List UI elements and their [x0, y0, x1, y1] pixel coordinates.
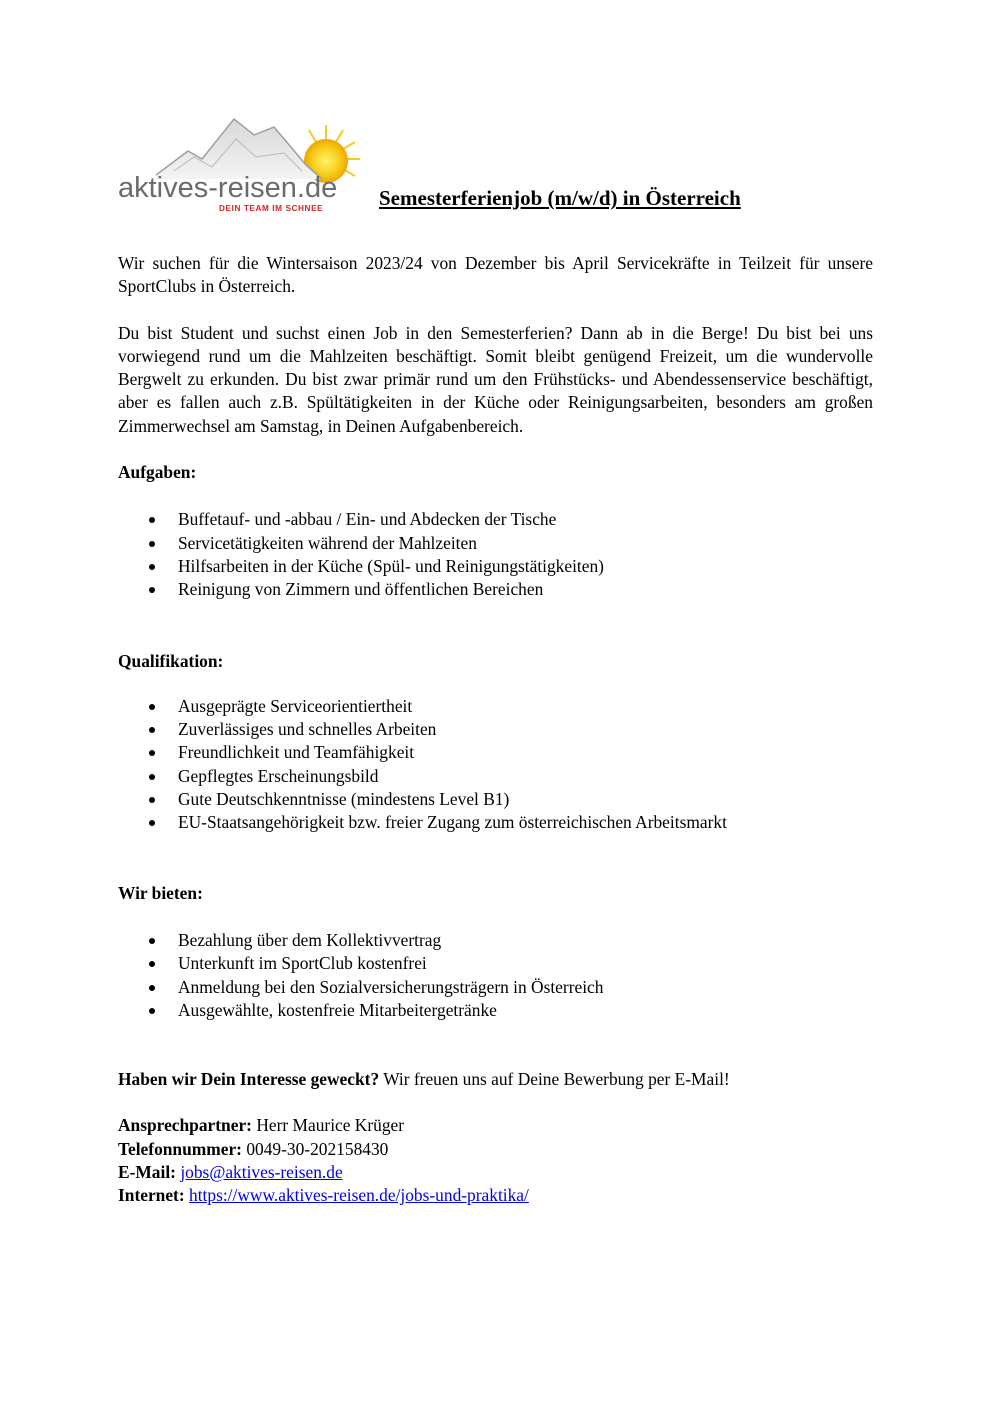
call-to-action [118, 1068, 873, 1091]
qualification-list [118, 695, 873, 835]
main-content [118, 252, 873, 1208]
list-item: Ausgewählte, kostenfreie Mitarbeitergetränke [178, 999, 873, 1022]
list-item: EU-Staatsangehörigkeit bzw. freier Zugang zum österreichischen Arbeitsmarkt [178, 811, 873, 834]
contact-web-line [118, 1184, 873, 1207]
offer-heading: Wir bieten: [118, 882, 203, 903]
tasks-heading: Aufgaben: [118, 462, 197, 483]
contact-phone-value: 0049-30-202158430 [241, 1138, 389, 1159]
contact-person-line [118, 1114, 873, 1137]
list-item: Gepflegtes Erscheinungsbild [178, 765, 873, 788]
contact-email-label: E-Mail: [118, 1162, 176, 1183]
list-item: Hilfsarbeiten in der Küche (Spül- und Reinigungstätigkeiten) [178, 555, 873, 578]
list-item: Bezahlung über dem Kollektivvertrag [178, 929, 873, 952]
intro-paragraph: Wir suchen für die Wintersaison 2023/24 von Dezember bis April Servicekräfte in Teilzeit für unsere SportClubs in Österreich. [118, 253, 873, 297]
contact-person-label: Ansprechpartner: [118, 1115, 252, 1136]
tasks-list [118, 508, 873, 601]
contact-person-value: Herr Maurice Krüger [251, 1115, 405, 1136]
contact-web-label: Internet: [118, 1185, 185, 1206]
list-item: Freundlichkeit und Teamfähigkeit [178, 741, 873, 764]
list-item: Zuverlässiges und schnelles Arbeiten [178, 718, 873, 741]
page-title: Semesterferienjob (m/w/d) in Österreich [379, 186, 741, 210]
mountain-sun-logo-icon [116, 113, 376, 215]
list-item: Unterkunft im SportClub kostenfrei [178, 952, 873, 975]
contact-phone-line [118, 1138, 873, 1161]
contact-email-line [118, 1161, 873, 1184]
email-link[interactable]: jobs@aktives-reisen.de [180, 1162, 343, 1183]
offer-list [118, 929, 873, 1022]
contact-block [118, 1114, 873, 1207]
cta-bold-text: Haben wir Dein Interesse geweckt? [118, 1069, 380, 1090]
contact-phone-label: Telefonnummer: [118, 1138, 242, 1159]
logo-brand-text: aktives-reisen.de [118, 172, 338, 204]
qualification-heading: Qualifikation: [118, 650, 224, 671]
description-paragraph: Du bist Student und suchst einen Job in den Semesterferien? Dann ab in die Berge! Du bist bei uns vorwiegend rund um die Mahlzeiten beschäftigt. Somit bleibt genügend Freizeit, um die wundervolle Bergwelt zu erkunden. Du bist zwar primär rund um den Frühstücks- und Abendessenservice beschäftigt, aber es fallen auch z.B. Spültätigkeiten in der Küche oder Reinigungsarbeiten, besonders am großen Zimmerwechsel am Samstag, in Deinen Aufgabenbereich. [118, 322, 873, 436]
list-item: Reinigung von Zimmern und öffentlichen Bereichen [178, 578, 873, 601]
website-link[interactable]: https://www.aktives-reisen.de/jobs-und-praktika/ [189, 1185, 529, 1206]
list-item: Buffetauf- und -abbau / Ein- und Abdecken der Tische [178, 508, 873, 531]
company-logo [116, 113, 376, 215]
logo-tagline-text: DEIN TEAM IM SCHNEE [219, 204, 324, 213]
cta-text: Wir freuen uns auf Deine Bewerbung per E-Mail! [379, 1069, 730, 1090]
list-item: Ausgeprägte Serviceorientiertheit [178, 695, 873, 718]
list-item: Servicetätigkeiten während der Mahlzeiten [178, 532, 873, 555]
list-item: Anmeldung bei den Sozialversicherungsträgern in Österreich [178, 976, 873, 999]
list-item: Gute Deutschkenntnisse (mindestens Level B1) [178, 788, 873, 811]
